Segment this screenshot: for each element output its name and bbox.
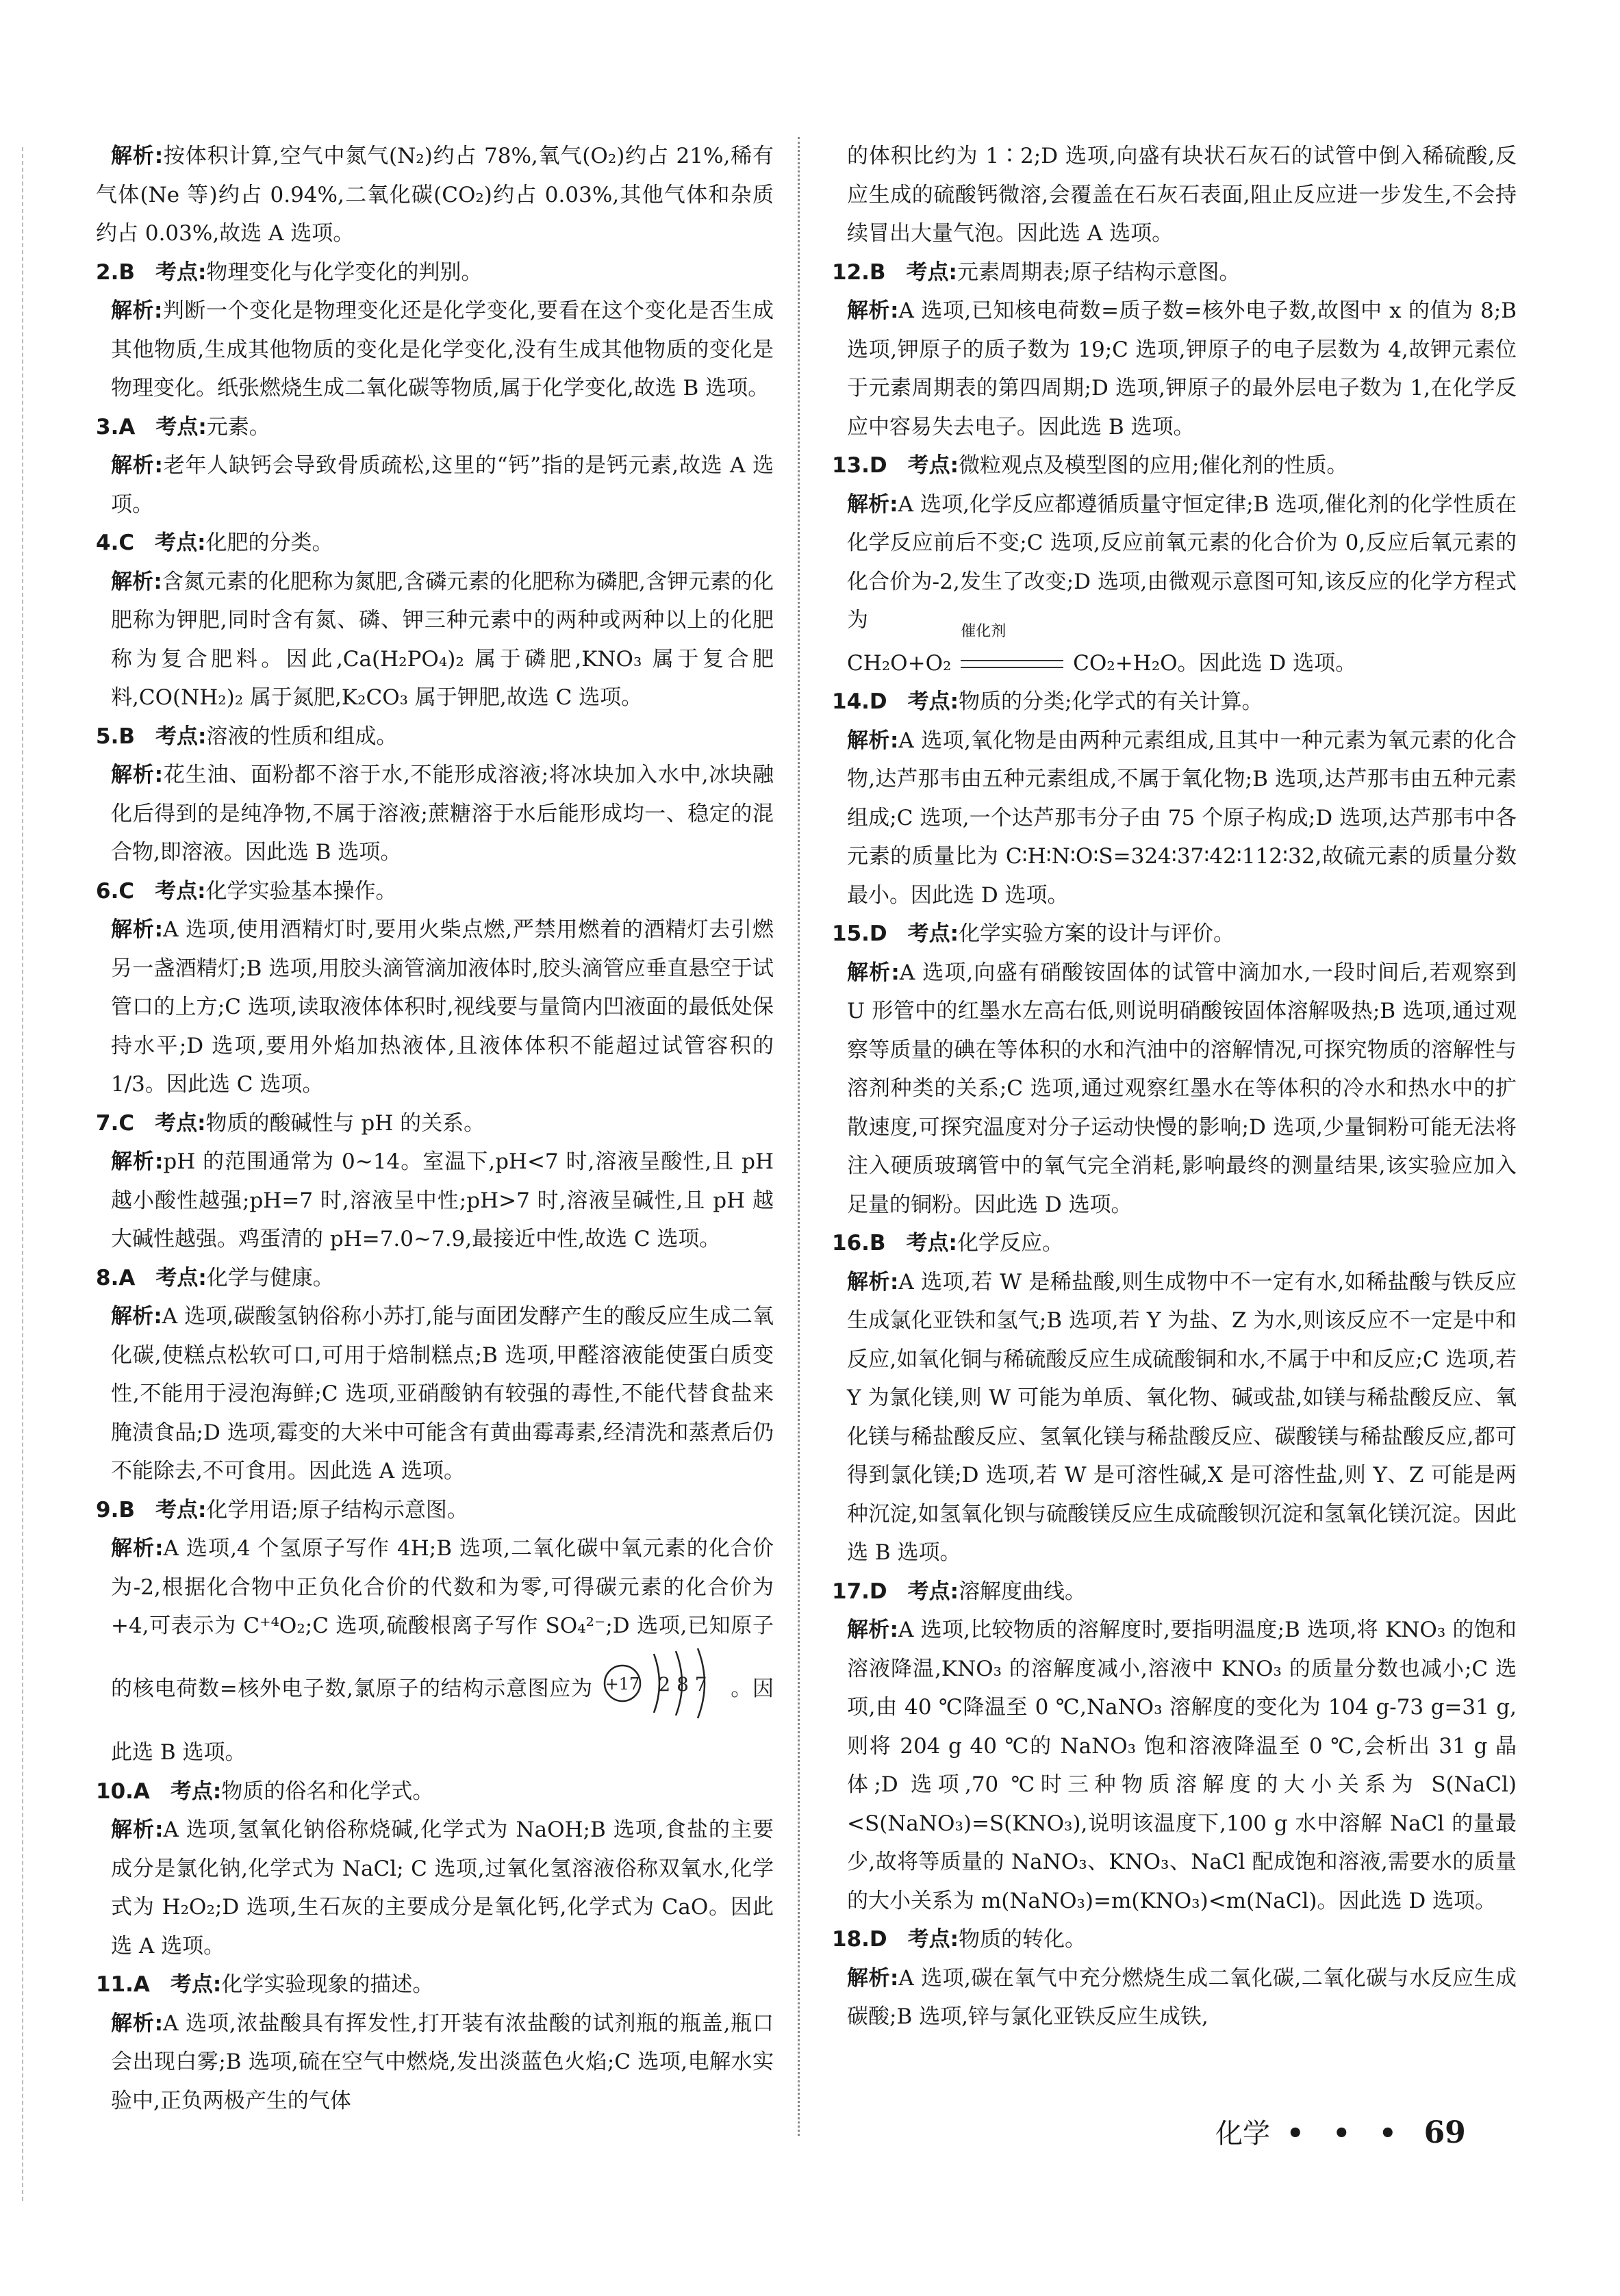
answer-item-3: 3.A 考点:元素。 解析:老年人缺钙会导致骨质疏松,这里的“钙”指的是钙元素,故选 A 选项。 xyxy=(96,414,774,517)
answer-item-6: 6.C 考点:化学实验基本操作。 解析:A 选项,使用酒精灯时,要用火柴点燃,严禁用燃着的酒精灯去引燃另一盏酒精灯;B 选项,用胶头滴管滴加液体时,胶头滴管应垂直悬空于试管口的上方;C 选项,读取液体体积时,视线要与量筒内凹液面的最低处保持水平;D 选项,要用外焰加热液体,且液体体积不能超过试管容积的 1/3。因此选 C 选项。 xyxy=(96,878,774,1097)
answer-continuation: 的体积比约为 1∶2;D 选项,向盛有块状石灰石的试管中倒入稀硫酸,反应生成的硫酸钙微溶,会覆盖在石灰石表面,阻止反应进一步发生,不会持续冒出大量气泡。因此选 A 选项。 xyxy=(847,144,1517,246)
left-column xyxy=(96,137,774,2120)
page-footer xyxy=(1215,2112,1466,2151)
answer-item-16: 16.B 考点:化学反应。 解析:A 选项,若 W 是稀盐酸,则生成物中不一定有水,如稀盐酸与铁反应生成氯化亚铁和氢气;B 选项,若 Y 为盐、Z 为水,则该反应不一定是中和反应,如氧化铜与稀硫酸反应生成硫酸铜和水,不属于中和反应;C 选项,若 Y 为氯化镁,则 W 可能为单质、氧化物、碱或盐,如镁与稀盐酸反应、氧化镁与稀盐酸反应、氢氧化镁与稀盐酸反应、碳酸镁与稀盐酸反应,都可得到氯化镁;D 选项,若 W 是可溶性碱,X 是可溶性盐,则 Y、Z 可能是两种沉淀,如氢氧化钡与硫酸镁反应生成硫酸钡沉淀和氢氧化镁沉淀。因此选 B 选项。 xyxy=(832,1231,1517,1565)
svg-text:2 8 7: 2 8 7 xyxy=(657,1672,707,1696)
answer-item-4: 4.C 考点:化肥的分类。 解析:含氮元素的化肥称为氮肥,含磷元素的化肥称为磷肥,含钾元素的化肥称为钾肥,同时含有氮、磷、钾三种元素中的两种或两种以上的化肥称为复合肥料。因此,Ca(H₂PO₄)₂ 属于磷肥,KNO₃ 属于复合肥料,CO(NH₂)₂ 属于氮肥,K₂CO₃ 属于钾肥,故选 C 选项。 xyxy=(96,531,774,710)
answer-item-14: 14.D 考点:物质的分类;化学式的有关计算。 解析:A 选项,氧化物是由两种元素组成,且其中一种元素为氧元素的化合物,达芦那韦由五种元素组成,不属于氧化物;B 选项,达芦那韦由五种元素组成;C 选项,一个达芦那韦分子由 75 个原子构成;D 选项,达芦那韦中各元素的质量比为 C∶H∶N∶O∶S=324∶37∶42∶112∶32,故硫元素的质量分数最小。因此选 D 选项。 xyxy=(832,689,1517,908)
answer-item-7: 7.C 考点:物质的酸碱性与 pH 的关系。 解析:pH 的范围通常为 0~14。室温下,pH<7 时,溶液呈酸性,且 pH 越小酸性越强;pH=7 时,溶液呈中性;pH>7 时,溶液呈碱性,且 pH 越大碱性越强。鸡蛋清的 pH=7.0~7.9,最接近中性,故选 C 选项。 xyxy=(96,1110,774,1251)
footer-dots: • • • xyxy=(1287,2117,1406,2150)
answer-item-13: 13.D 考点:微粒观点及模型图的应用;催化剂的性质。 解析:A 选项,化学反应都遵循质量守恒定律;B 选项,催化剂的化学性质在化学反应前后不变;C 选项,反应前氧元素的化合价为 0,反应后氧元素的化合价为-2,发生了改变;D 选项,由微观示意图可知,该反应的化学方程式为 CH₂O+O₂ 催化剂 CO₂+H₂O。因此选 D 选项。 xyxy=(832,446,1517,683)
page-number: 69 xyxy=(1423,2115,1466,2150)
answer-item-17: 17.D 考点:溶解度曲线。 解析:A 选项,比较物质的溶解度时,要指明温度;B 选项,将 KNO₃ 的饱和溶液降温,KNO₃ 的溶解度减小,溶液中 KNO₃ 的质量分数也减小;C 选项,由 40 ℃降温至 0 ℃,NaNO₃ 溶解度的变化为 104 g-73 g=31 g,则将 204 g 40 ℃的 NaNO₃ 饱和溶液降温至 0 ℃,会析出 31 g 晶体;D 选项,70 ℃时三种物质溶解度的大小关系为 S(NaCl)<S(NaNO₃)=S(KNO₃),说明该温度下,100 g 水中溶解 NaCl 的量最少,故将等质量的 NaNO₃、KNO₃、NaCl 配成饱和溶液,需要水的质量的大小关系为 m(NaNO₃)=m(KNO₃)<m(NaCl)。因此选 D 选项。 xyxy=(832,1579,1517,1913)
answer-item-2: 2.B 考点:物理变化与化学变化的判别。 解析:判断一个变化是物理变化还是化学变化,要看在这个变化是否生成其他物质,生成其他物质的变化是化学变化,没有生成其他物质的变化是物理变化。纸张燃烧生成二氧化碳等物质,属于化学变化,故选 B 选项。 xyxy=(96,259,774,400)
right-column xyxy=(832,137,1517,2037)
answer-item-11: 11.A 考点:化学实验现象的描述。 解析:A 选项,浓盐酸具有挥发性,打开装有浓盐酸的试剂瓶的瓶盖,瓶口会出现白雾;B 选项,硫在空气中燃烧,发出淡蓝色火焰;C 选项,电解水实验中,正负两极产生的气体 xyxy=(96,1972,774,2113)
answer-continuation: 解析:按体积计算,空气中氮气(N₂)约占 78%,氧气(O₂)约占 21%,稀有气体(Ne 等)约占 0.94%,二氧化碳(CO₂)约占 0.03%,其他气体和杂质约占 0.03%,故选 A 选项。 xyxy=(96,144,774,246)
chlorine-atom-structure-diagram xyxy=(600,1646,731,1734)
answer-item-5: 5.B 考点:溶液的性质和组成。 解析:花生油、面粉都不溶于水,不能形成溶液;将冰块加入水中,冰块融化后得到的是纯净物,不属于溶液;蔗糖溶于水后能形成均一、稳定的混合物,即溶液。因此选 B 选项。 xyxy=(96,724,774,865)
answer-item-9: 9.B 考点:化学用语;原子结构示意图。 解析:A 选项,4 个氢原子写作 4H;B 选项,二氧化碳中氧元素的化合价为-2,根据化合物中正负化合价的代数和为零,可得碳元素的化合价为+4,可表示为 C⁺⁴O₂;C 选项,硫酸根离子写作 SO₄²⁻;D 选项,已知原子的核电荷数=核外电子数,氯原子的结构示意图应为 +17 2 8 7 。因此选 B 选项。 xyxy=(96,1497,774,1765)
answer-item-12: 12.B 考点:元素周期表;原子结构示意图。 解析:A 选项,已知核电荷数=质子数=核外电子数,故图中 x 的值为 8;B 选项,钾原子的质子数为 19;C 选项,钾原子的电子层数为 4,故钾元素位于元素周期表的第四周期;D 选项,钾原子的最外层电子数为 1,在化学反应中容易失去电子。因此选 B 选项。 xyxy=(832,259,1517,439)
answer-item-18: 18.D 考点:物质的转化。 解析:A 选项,碳在氧气中充分燃烧生成二氧化碳,二氧化碳与水反应生成碳酸;B 选项,锌与氯化亚铁反应生成铁, xyxy=(832,1927,1517,2029)
reaction-arrow: 催化剂 xyxy=(961,644,1063,683)
answer-item-10: 10.A 考点:物质的俗名和化学式。 解析:A 选项,氢氧化钠俗称烧碱,化学式为 NaOH;B 选项,食盐的主要成分是氯化钠,化学式为 NaCl; C 选项,过氧化氢溶液俗称双氧水,化学式为 H₂O₂;D 选项,生石灰的主要成分是氧化钙,化学式为 CaO。因此选 A 选项。 xyxy=(96,1778,774,1959)
subject-label: 化学 xyxy=(1215,2118,1270,2150)
column-divider xyxy=(798,137,800,2136)
answer-item-15: 15.D 考点:化学实验方案的设计与评价。 解析:A 选项,向盛有硝酸铵固体的试管中滴加水,一段时间后,若观察到 U 形管中的红墨水左高右低,则说明硝酸铵固体溶解吸热;B 选项,通过观察等质量的碘在等体积的水和汽油中的溶解情况,可探究物质的溶解性与溶剂种类的关系;C 选项,通过观察红墨水在等体积的冷水和热水中的扩散速度,可探究温度对分子运动快慢的影响;D 选项,少量铜粉可能无法将注入硬质玻璃管中的氧气完全消耗,影响最终的测量结果,该实验应加入足量的铜粉。因此选 D 选项。 xyxy=(832,921,1517,1217)
chemical-equation: CH₂O+O₂ 催化剂 CO₂+H₂O。因此选 D 选项。 xyxy=(832,644,1517,683)
answer-item-8: 8.A 考点:化学与健康。 解析:A 选项,碳酸氢钠俗称小苏打,能与面团发酵产生的酸反应生成二氧化碳,使糕点松软可口,可用于焙制糕点;B 选项,甲醛溶液能使蛋白质变性,不能用于浸泡海鲜;C 选项,亚硝酸钠有较强的毒性,不能代替食盐来腌渍食品;D 选项,霉变的大米中可能含有黄曲霉毒素,经清洗和蒸煮后仍不能除去,不可食用。因此选 A 选项。 xyxy=(96,1265,774,1483)
svg-text:+17: +17 xyxy=(605,1674,640,1694)
binding-margin-line xyxy=(22,147,23,2201)
